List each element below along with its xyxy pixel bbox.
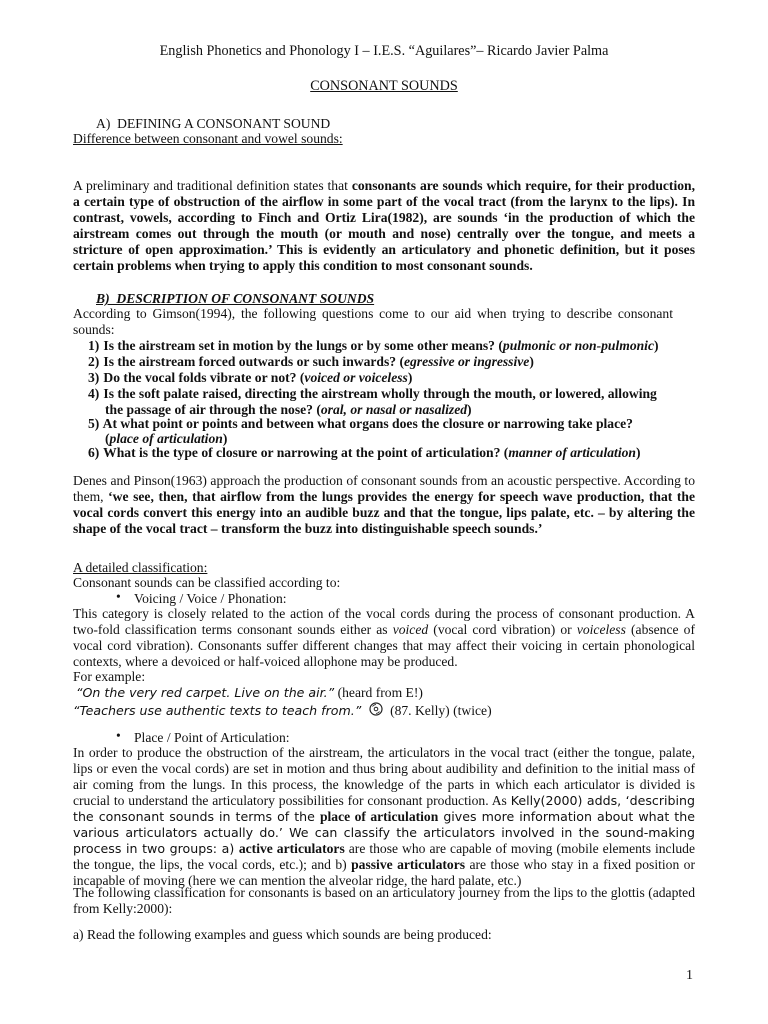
q1-number: 1): [88, 338, 100, 353]
classification-heading-text: A detailed classification:: [73, 560, 208, 575]
q6-end: ): [635, 445, 641, 460]
q4-number: 4): [88, 386, 100, 401]
example-2: [73, 702, 492, 719]
q5-end: ): [222, 431, 228, 446]
example-1: [76, 685, 423, 701]
q5-number: 5): [88, 416, 100, 431]
question-4: [88, 386, 688, 402]
q6-text: What is the type of closure or narrowing at the point of articulation? (: [103, 445, 509, 460]
q2-text: Is the airstream forced outwards or such inwards? (: [103, 354, 404, 369]
section-a-subheading: [73, 131, 343, 147]
bullet-icon: •: [116, 728, 121, 743]
q1-end: ): [653, 338, 659, 353]
section-b-heading-text: B) DESCRIPTION OF CONSONANT SOUNDS: [96, 291, 375, 306]
example-1-quote: “On the very red carpet. Live on the air.”: [76, 685, 335, 700]
question-3: [88, 370, 688, 386]
q6-number: 6): [88, 445, 100, 460]
q4-end: ): [467, 402, 472, 417]
gimson-intro: According to Gimson(1994), the following questions come to our aid when trying to describe consonant sounds:: [73, 306, 673, 337]
question-1: [88, 338, 688, 354]
classification-intro: Consonant sounds can be classified according to:: [73, 575, 341, 590]
q3-number: 3): [88, 370, 100, 385]
place-quote-a: Kelly(2000) adds, ‘describing the consonant sounds in terms of the: [73, 793, 695, 824]
voiced-term: voiced: [392, 622, 429, 637]
q3-text: Do the vocal folds vibrate or not? (: [103, 370, 305, 385]
bullet-place: Place / Point of Articulation:: [134, 730, 290, 745]
q4-text: Is the soft palate raised, directing the airstream wholly through the mouth, or lowered, allowing: [103, 386, 657, 401]
classification-heading: [73, 560, 207, 576]
q2-end: ): [529, 354, 534, 369]
example-1-note: (heard from E!): [337, 685, 423, 700]
section-b-heading: [96, 291, 374, 307]
place-quote-b: gives more information about what the various articulators actually do.’ We can classify the articulators involved in the sound-making process in two groups: a): [73, 809, 695, 856]
paragraph-definition: [73, 178, 695, 274]
place-text-b: are those who are capable of moving (mobile elements include the tongue, the lips, the vocal cords, etc.); and b): [73, 841, 695, 872]
question-2: [88, 354, 688, 370]
place-text-c: are those who stay in a fixed position or incapable of moving (here we can mention the alveolar ridge, the hard palate, etc.): [73, 857, 695, 888]
paragraph-voicing: [73, 606, 695, 670]
q6-answer: manner of articulation: [508, 445, 636, 460]
question-6: [88, 445, 688, 461]
exercise-prompt: a) Read the following examples and guess which sounds are being produced:: [73, 927, 492, 942]
for-example-label: For example:: [73, 669, 146, 684]
voicing-text-a: This category is closely related to the action of the vocal cords during the process of consonant production. A two-fold classification terms consonant sounds either as: [73, 606, 695, 637]
q4-answer: oral, or nasal or nasalized: [320, 402, 468, 417]
place-text-a: In order to produce the obstruction of the airstream, the articulators in the vocal tract (either the tongue, palate, lips or even the vocal cords) are set in motion and thus bring about audibility and definition to the initial mass of air coming from the lungs. In this process, the knowledge of the parts in which each articulator is divided is crucial to understand the articulatory possibilities for consonant production. As: [73, 745, 695, 808]
running-header: English Phonetics and Phonology I – I.E.S. “Aguilares”– Ricardo Javier Palma: [159, 43, 609, 59]
cd-icon: [368, 702, 384, 716]
definition-intro: A preliminary and traditional definition states that: [73, 178, 352, 193]
example-2-note: (87. Kelly) (twice): [390, 703, 492, 718]
denes-quote: ‘we see, then, that airflow from the lungs provides the energy for speech wave production, that the vocal cords convert this energy into an audible buzz and that the tongue, lips palate, etc. – by altering the shape of the vocal tract – transform the buzz into distinguishable speech sounds.’: [73, 489, 695, 536]
bullet-voicing: Voicing / Voice / Phonation:: [134, 591, 287, 606]
bullet-icon: •: [116, 589, 121, 604]
definition-bold: consonants are sounds which require, for their production, a certain type of obstruction of the airflow in some part of the vocal tract (from the larynx to the lips). In contrast, vowels, according to Finch and Ortiz Lira(1982), are sounds ‘in the production of which the airstream comes out through the mouth (or mouth and nose) centrally over the tongue, and meets a stricture of open approximation.’ This is evidently an articulatory and phonetic definition, but it poses certain problems when trying to apply this condition to most consonant sounds.: [73, 178, 695, 273]
voicing-text-c: (absence of vocal cord vibration). Consonants suffer different changes that may affect their voicing in certain phonological contexts, where a devoiced or half-voiced allophone may be produced.: [73, 622, 695, 669]
page-title: CONSONANT SOUNDS: [310, 78, 458, 94]
subheading-text: Difference between consonant and vowel sounds:: [73, 131, 343, 146]
place-bold-term: place of articulation: [319, 809, 439, 824]
q1-answer: pulmonic or non-pulmonic: [502, 338, 654, 353]
q2-number: 2): [88, 354, 100, 369]
active-articulators: active articulators: [238, 841, 345, 856]
denes-intro: Denes and Pinson(1963) approach the production of consonant sounds from an acoustic perspective. According to them,: [73, 473, 695, 504]
q4-text-2: the passage of air through the nose? (: [105, 402, 321, 417]
paragraph-place: [73, 745, 695, 889]
q3-end: ): [407, 370, 413, 385]
paragraph-following: The following classification for consonants is based on an articulatory journey from the lips to the glottis (adapted from Kelly:2000):: [73, 885, 695, 916]
q5-text-2: (: [105, 431, 110, 446]
q5-text: At what point or points and between what organs does the closure or narrowing take place?: [102, 416, 633, 431]
page-number: 1: [686, 968, 693, 983]
q5-answer: place of articulation: [109, 431, 223, 446]
q2-answer: egressive or ingressive: [403, 354, 530, 369]
q3-answer: voiced or voiceless: [304, 370, 408, 385]
paragraph-denes: [73, 473, 695, 537]
example-2-quote: “Teachers use authentic texts to teach from.”: [73, 703, 362, 718]
passive-articulators: passive articulators: [351, 857, 466, 872]
q1-text: Is the airstream set in motion by the lungs or by some other means? (: [103, 338, 503, 353]
voiceless-term: voiceless: [576, 622, 626, 637]
section-a-heading: A) DEFINING A CONSONANT SOUND: [96, 116, 331, 131]
question-5: [88, 416, 688, 432]
voicing-text-b: (vocal cord vibration) or: [428, 622, 577, 637]
